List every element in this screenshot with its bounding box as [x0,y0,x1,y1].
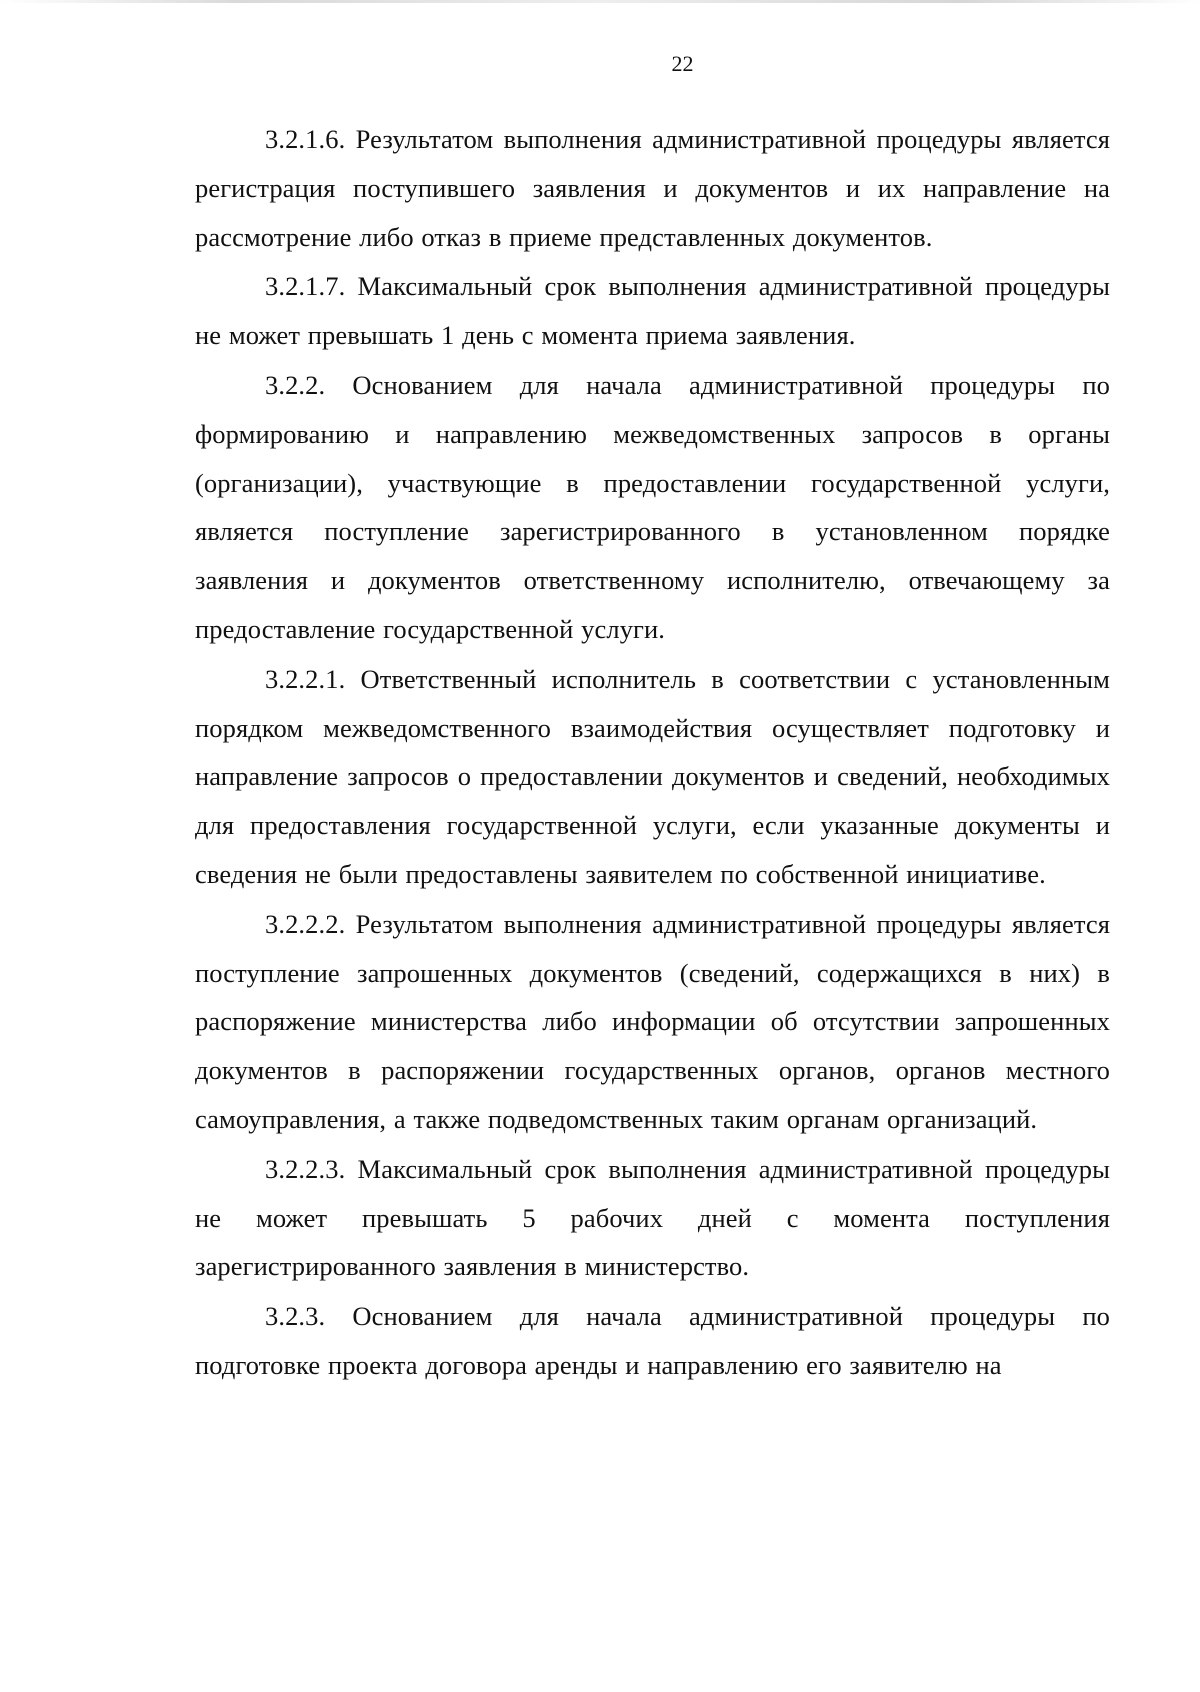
paragraph-3-2-1-6: 3.2.1.6. Результатом выполнения административной процедуры является регистрация поступившего заявления и документов и их направление на рассмотрение либо отказ в приеме представленных документов. [195,124,1110,252]
paragraph-3-2-3: 3.2.3. Основанием для начала административной процедуры по подготовке проекта договора аренды и направлению его заявителю на [195,1301,1110,1380]
paragraph-3-2-2-3: 3.2.2.3. Максимальный срок выполнения административной процедуры не может превышать 5 рабочих дней с момента поступления зарегистрированного заявления в министерство. [195,1153,1110,1282]
paragraph-3-2-2-1: 3.2.2.1. Ответственный исполнитель в соответствии с установленным порядком межведомственного взаимодействия осуществляет подготовку и направление запросов о предоставлении документов и сведений, необходимых для предоставления государственной услуги, если указанные документы и сведения не были предоставлены заявителем по собственной инициативе. [195,663,1110,889]
paragraph-3-2-1-7: 3.2.1.7. Максимальный срок выполнения административной процедуры не может превышать 1 день с момента приема заявления. [195,271,1110,351]
paragraph-3-2-2-2: 3.2.2.2. Результатом выполнения административной процедуры является поступление запрошенных документов (сведений, содержащихся в них) в распоряжение министерства либо информации об отсутствии запрошенных документов в распоряжении государственных органов, органов местного самоуправления, а также подведомственных таким органам организаций. [195,908,1110,1134]
page-number: 22 [671,51,694,76]
paragraph-3-2-2: 3.2.2. Основанием для начала административной процедуры по формированию и направлению межведомственных запросов в органы (организации), участвующие в предоставлении государственной услуги, является поступление зарегистрированного в установленном порядке заявления и документов ответственному исполнителю, отвечающему за предоставление государственной услуги. [195,369,1110,644]
scan-edge [0,0,1200,3]
